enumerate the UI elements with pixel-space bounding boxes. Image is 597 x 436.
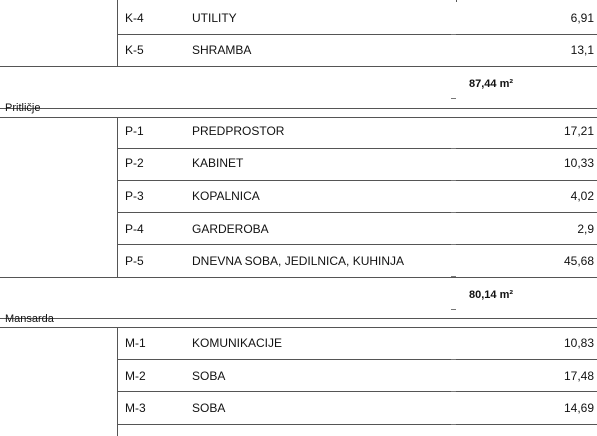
room-area: 13,1 [570, 43, 594, 57]
room-area: 6,91 [570, 11, 594, 25]
room-area: 4,02 [570, 189, 594, 203]
section-title: Mansarda [5, 313, 54, 325]
room-name: KOMUNIKACIJE [192, 336, 283, 350]
column-divider-total [456, 0, 457, 2]
section-title: Pritličje [5, 102, 41, 114]
row-divider [117, 391, 597, 392]
row-divider [117, 34, 456, 35]
room-code: M-1 [125, 336, 146, 350]
room-area: 2,9 [577, 222, 594, 236]
row-divider [117, 148, 597, 149]
column-divider-left [117, 328, 118, 436]
row-divider [0, 277, 597, 278]
row-tick [451, 244, 456, 245]
floor-total: 80,14 m² [469, 289, 514, 301]
row-divider [0, 66, 597, 67]
row-divider [117, 244, 597, 245]
row-tick [451, 309, 456, 310]
row-tick [451, 359, 456, 360]
row-tick [451, 148, 456, 149]
room-name: SHRAMBA [192, 43, 252, 57]
floor-total: 87,44 m² [469, 78, 514, 90]
section-divider [0, 108, 597, 109]
room-code: M-2 [125, 369, 146, 383]
room-code: P-4 [125, 222, 144, 236]
room-name: SOBA [192, 401, 226, 415]
room-name: SOBA [192, 369, 226, 383]
row-divider [456, 34, 597, 35]
column-divider-left [117, 0, 118, 66]
room-area: 10,83 [563, 336, 594, 350]
room-code: P-1 [125, 124, 144, 138]
row-divider [117, 180, 597, 181]
room-code: K-5 [125, 43, 144, 57]
row-tick [451, 180, 456, 181]
section-divider [0, 117, 597, 118]
room-name: GARDEROBA [192, 222, 269, 236]
room-name: KABINET [192, 156, 244, 170]
room-code: P-2 [125, 156, 144, 170]
room-area: 45,68 [563, 254, 594, 268]
room-code: P-5 [125, 254, 144, 268]
row-divider [117, 424, 597, 425]
row-tick [451, 212, 456, 213]
room-code: K-4 [125, 11, 144, 25]
room-code: P-3 [125, 189, 144, 203]
row-divider [117, 212, 597, 213]
row-tick [451, 391, 456, 392]
room-area: 14,69 [563, 401, 594, 415]
row-tick [451, 98, 456, 99]
room-code: M-3 [125, 401, 146, 415]
section-divider [0, 318, 597, 319]
row-tick [451, 424, 456, 425]
room-area: 10,33 [563, 156, 594, 170]
room-name: PREDPROSTOR [192, 124, 285, 138]
room-area: 17,48 [563, 369, 594, 383]
room-name: UTILITY [192, 11, 237, 25]
column-divider-left [117, 118, 118, 278]
section-divider [0, 327, 597, 328]
room-area: 17,21 [563, 124, 594, 138]
row-divider [117, 359, 597, 360]
room-name: DNEVNA SOBA, JEDILNICA, KUHINJA [192, 254, 405, 268]
room-name: KOPALNICA [192, 189, 260, 203]
